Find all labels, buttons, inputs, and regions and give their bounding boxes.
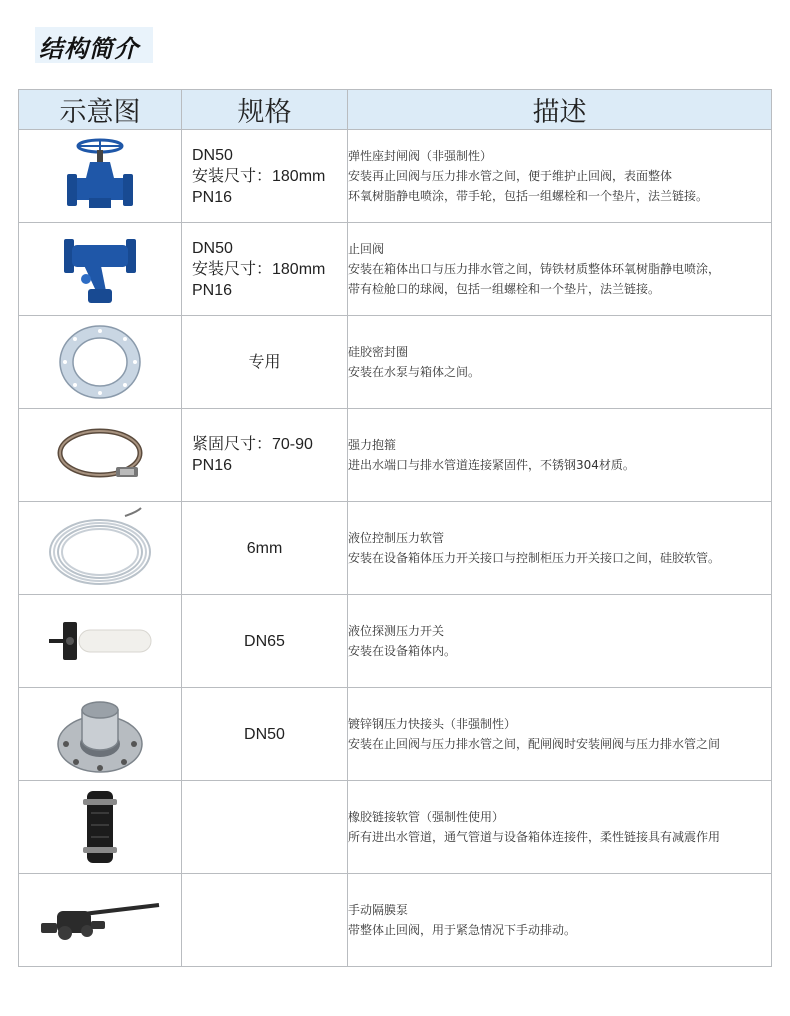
table-row [19, 781, 772, 874]
title-banner [35, 27, 153, 63]
rubber-hose-icon [75, 785, 125, 869]
diagram-cell [19, 595, 182, 688]
description-cell [348, 781, 772, 874]
description-cell [348, 874, 772, 967]
table-row [19, 130, 772, 223]
spec-line: PN16 [192, 281, 233, 299]
spec-line: PN16 [192, 188, 233, 206]
description-line: 安装在水泵与箱体之间。 [348, 365, 481, 379]
table-row [19, 223, 772, 316]
description-line: 安装在设备箱体压力开关接口与控制柜压力开关接口之间，硅胶软管。 [348, 551, 721, 565]
quick-coupling-icon [54, 692, 146, 776]
description-cell [348, 595, 772, 688]
spec-line: DN50 [192, 239, 233, 257]
page-title: 结构简介 [39, 35, 139, 63]
spec-cell [182, 502, 348, 595]
diagram-cell [19, 781, 182, 874]
diagram-cell [19, 130, 182, 223]
description-cell [348, 316, 772, 409]
header-spec: 规格 [182, 90, 348, 130]
spec-cell [182, 409, 348, 502]
description-line: 带有检舱口的球阀，包括一组螺栓和一个垫片，法兰链接。 [348, 282, 661, 296]
description-line: 橡胶链接软管（强制性使用） [348, 810, 505, 824]
description-line: 止回阀 [348, 242, 385, 256]
description-line: 手动隔膜泵 [348, 903, 409, 917]
description-line: 硅胶密封圈 [348, 345, 409, 359]
hose-clamp-icon [54, 425, 146, 485]
spec-line: DN50 [244, 725, 285, 743]
diagram-cell [19, 409, 182, 502]
check-valve-icon [60, 231, 140, 307]
description-line: 液位探测压力开关 [348, 624, 445, 638]
spec-line: DN65 [244, 632, 285, 650]
table-row [19, 316, 772, 409]
table-row [19, 502, 772, 595]
pressure-switch-icon [45, 616, 155, 666]
description-line: 带整体止回阀，用于紧急情况下手动排动。 [348, 923, 577, 937]
description-line: 所有进出水管道，通气管道与设备箱体连接件，柔性链接具有减震作用 [348, 830, 721, 844]
spec-line: 安装尺寸：180mm [192, 167, 326, 185]
spec-line: 专用 [248, 353, 281, 371]
diagram-cell [19, 502, 182, 595]
description-line: 安装在止回阀与压力排水管之间，配闸阀时安装闸阀与压力排水管之间 [348, 737, 721, 751]
spec-cell [182, 316, 348, 409]
header-diagram: 示意图 [19, 90, 182, 130]
spec-cell [182, 688, 348, 781]
description-line: 弹性座封闸阀（非强制性） [348, 149, 493, 163]
table-row [19, 595, 772, 688]
description-line: 进出水端口与排水管道连接紧固件，不锈钢304材质。 [348, 458, 635, 472]
description-line: 镀锌钢压力快接头（非强制性） [348, 717, 517, 731]
description-line: 液位控制压力软管 [348, 531, 445, 545]
diagram-cell [19, 223, 182, 316]
description-line: 强力抱箍 [348, 438, 397, 452]
diagram-cell [19, 316, 182, 409]
spec-line: 安装尺寸：180mm [192, 260, 326, 278]
description-cell [348, 688, 772, 781]
diagram-cell [19, 688, 182, 781]
table-row [19, 874, 772, 967]
spec-line: PN16 [192, 457, 233, 474]
spec-table [18, 89, 772, 967]
table-row [19, 688, 772, 781]
spec-cell [182, 595, 348, 688]
header-row [19, 90, 772, 130]
spec-line: DN50 [192, 146, 233, 164]
description-line: 安装再止回阀与压力排水管之间，便于维护止回阀，表面整体 [348, 169, 673, 183]
spec-line: 紧固尺寸：70-90 [192, 436, 313, 453]
spec-cell [182, 874, 348, 967]
spec-cell [182, 781, 348, 874]
gate-valve-icon [65, 136, 135, 216]
spec-cell [182, 130, 348, 223]
description-line: 安装在箱体出口与压力排水管之间，铸铁材质整体环氧树脂静电喷涂， [348, 262, 721, 276]
description-line: 安装在设备箱体内。 [348, 644, 457, 658]
description-cell [348, 223, 772, 316]
spec-cell [182, 223, 348, 316]
description-line: 环氧树脂静电喷涂，带手轮，包括一组螺栓和一个垫片，法兰链接。 [348, 189, 709, 203]
description-cell [348, 409, 772, 502]
silicone-gasket-icon [56, 322, 144, 402]
diagram-cell [19, 874, 182, 967]
description-cell [348, 502, 772, 595]
hand-pump-icon [35, 895, 165, 945]
header-description: 描述 [348, 90, 772, 130]
spec-line: 6mm [246, 539, 283, 557]
description-cell [348, 130, 772, 223]
table-row [19, 409, 772, 502]
coiled-hose-icon [45, 506, 155, 590]
